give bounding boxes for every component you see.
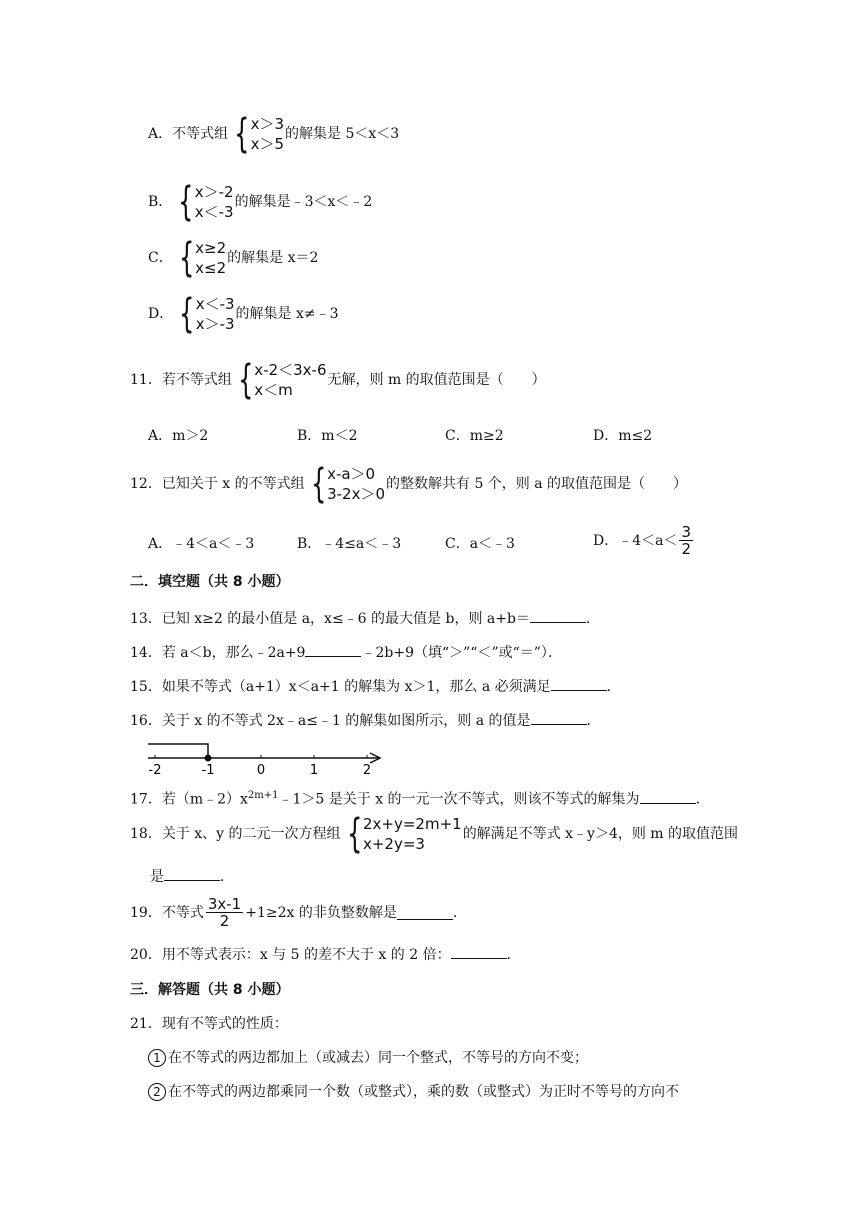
solution-bracket [148, 744, 208, 758]
fraction: $\frac{3x-1}{2}$ [207, 895, 242, 930]
brace-icon: { [178, 235, 195, 281]
answer-blank [530, 608, 586, 623]
inequality-system: { x＞3 x＞5 [234, 111, 284, 157]
q11-option-d: D．m≤2 [593, 428, 653, 444]
tick-label: 2 [362, 763, 372, 778]
question-20: 20．用不等式表示：x 与 5 的差不大于 x 的 2 倍： ． [130, 944, 521, 965]
q12-option-b: B．﹣4≤a＜﹣3 [297, 536, 402, 552]
answer-blank [531, 710, 587, 725]
q12-option-d: D．﹣4＜a＜ $\frac{3}{2}$ [593, 523, 692, 558]
answer-blank [451, 944, 507, 959]
fraction: $\frac{3}{2}$ [681, 523, 692, 558]
q10-option-b: B． { x＞-2 x＜-3 的解集是﹣3＜x＜﹣2 [148, 179, 373, 225]
q12-option-c: C．a＜﹣3 [445, 536, 515, 552]
inequality-system: { x＜-3 x＞-3 [179, 291, 235, 337]
q10-option-a [148, 111, 400, 157]
answer-blank [397, 905, 453, 920]
tick-label: -2 [148, 763, 162, 778]
section-heading-fill-in: 二．填空题（共 8 小题） [130, 574, 290, 590]
circled-number: 1 [148, 1049, 166, 1067]
tick-label: -1 [201, 763, 215, 778]
property-1: 1 在不等式的两边都加上（或减去）同一个整式，不等号的方向不变； [148, 1048, 588, 1068]
exponent: 2m+1 [247, 790, 279, 801]
equation-system: { 2x+y=2m+1 x+2y=3 [346, 811, 462, 857]
question-18-continued: 是 ． [150, 866, 234, 887]
answer-blank [164, 866, 220, 881]
property-2: 2 在不等式的两边都乘同一个数（或整式），乘的数（或整式）为正时不等号的方向不 [148, 1082, 679, 1102]
q10-option-d: D． { x＜-3 x＞-3 的解集是 x≠﹣3 [148, 291, 339, 337]
answer-blank [305, 642, 361, 657]
answer-blank [640, 789, 696, 804]
brace-icon: { [237, 357, 254, 403]
question-13: 13．已知 x≥2 的最小值是 a，x≤﹣6 的最大值是 b，则 a+b＝ ． [130, 608, 600, 629]
option-text: 的解集是 5＜x＜3 [285, 126, 400, 142]
question-14: 14．若 a＜b，那么﹣2a+9 ﹣2b+9（填“＞”“＜”或“＝”）． [130, 642, 562, 663]
inequality-system: { x≥2 x≤2 [178, 235, 227, 281]
q10-option-c: C． { x≥2 x≤2 的解集是 x＝2 [148, 235, 319, 281]
q11-option-a: A．m＞2 [148, 428, 209, 444]
tick-label: 1 [309, 763, 319, 778]
question-15: 15．如果不等式（a+1）x＜a+1 的解集为 x＞1，那么 a 必须满足 ． [130, 676, 621, 697]
brace-icon: { [178, 179, 194, 225]
section-heading-solutions: 三．解答题（共 8 小题） [130, 982, 290, 998]
brace-icon: { [179, 291, 195, 337]
q11-option-b: B．m＜2 [297, 428, 358, 444]
option-label: A．不等式组 [148, 126, 229, 142]
question-16: 16．关于 x 的不等式 2x﹣a≤﹣1 的解集如图所示，则 a 的值是 ． [130, 710, 601, 731]
brace-icon: { [310, 461, 326, 507]
tick-label: 0 [256, 763, 266, 778]
circled-number: 2 [148, 1083, 166, 1101]
brace-icon: { [234, 111, 250, 157]
question-11-stem: 11．若不等式组 { x-2＜3x-6 x＜m 无解，则 m 的取值范围是（ ） [130, 357, 546, 403]
inequality-system: { x-2＜3x-6 x＜m [237, 357, 327, 403]
question-19: 19．不等式 $\frac{3x-1}{2}$ +1≥2x 的非负整数解是 ． [130, 895, 467, 930]
inequality-system: { x＞-2 x＜-3 [178, 179, 234, 225]
number-line-figure [140, 738, 390, 778]
answer-blank [551, 676, 607, 691]
q11-option-c: C．m≥2 [445, 428, 504, 444]
inequality-system: { x-a＞0 3-2x＞0 [310, 461, 385, 507]
brace-icon: { [346, 811, 362, 857]
question-12-stem: 12．已知关于 x 的不等式组 { x-a＞0 3-2x＞0 的整数解共有 5 个，则 a 的取值范围是（ ） [130, 461, 688, 507]
question-18: 18．关于 x、y 的二元一次方程组 { 2x+y=2m+1 x+2y=3 的解满足不等式 x﹣y＞4，则 m 的取值范围 [130, 811, 739, 857]
q12-option-a: A．﹣4＜a＜﹣3 [148, 536, 255, 552]
question-21: 21．现有不等式的性质： [130, 1016, 288, 1032]
question-17: 17．若$(m﹣2)x^{2m+1}﹣1>5$ 是关于 x 的一元一次不等式，则该不等式的解集为 ． [130, 790, 710, 808]
